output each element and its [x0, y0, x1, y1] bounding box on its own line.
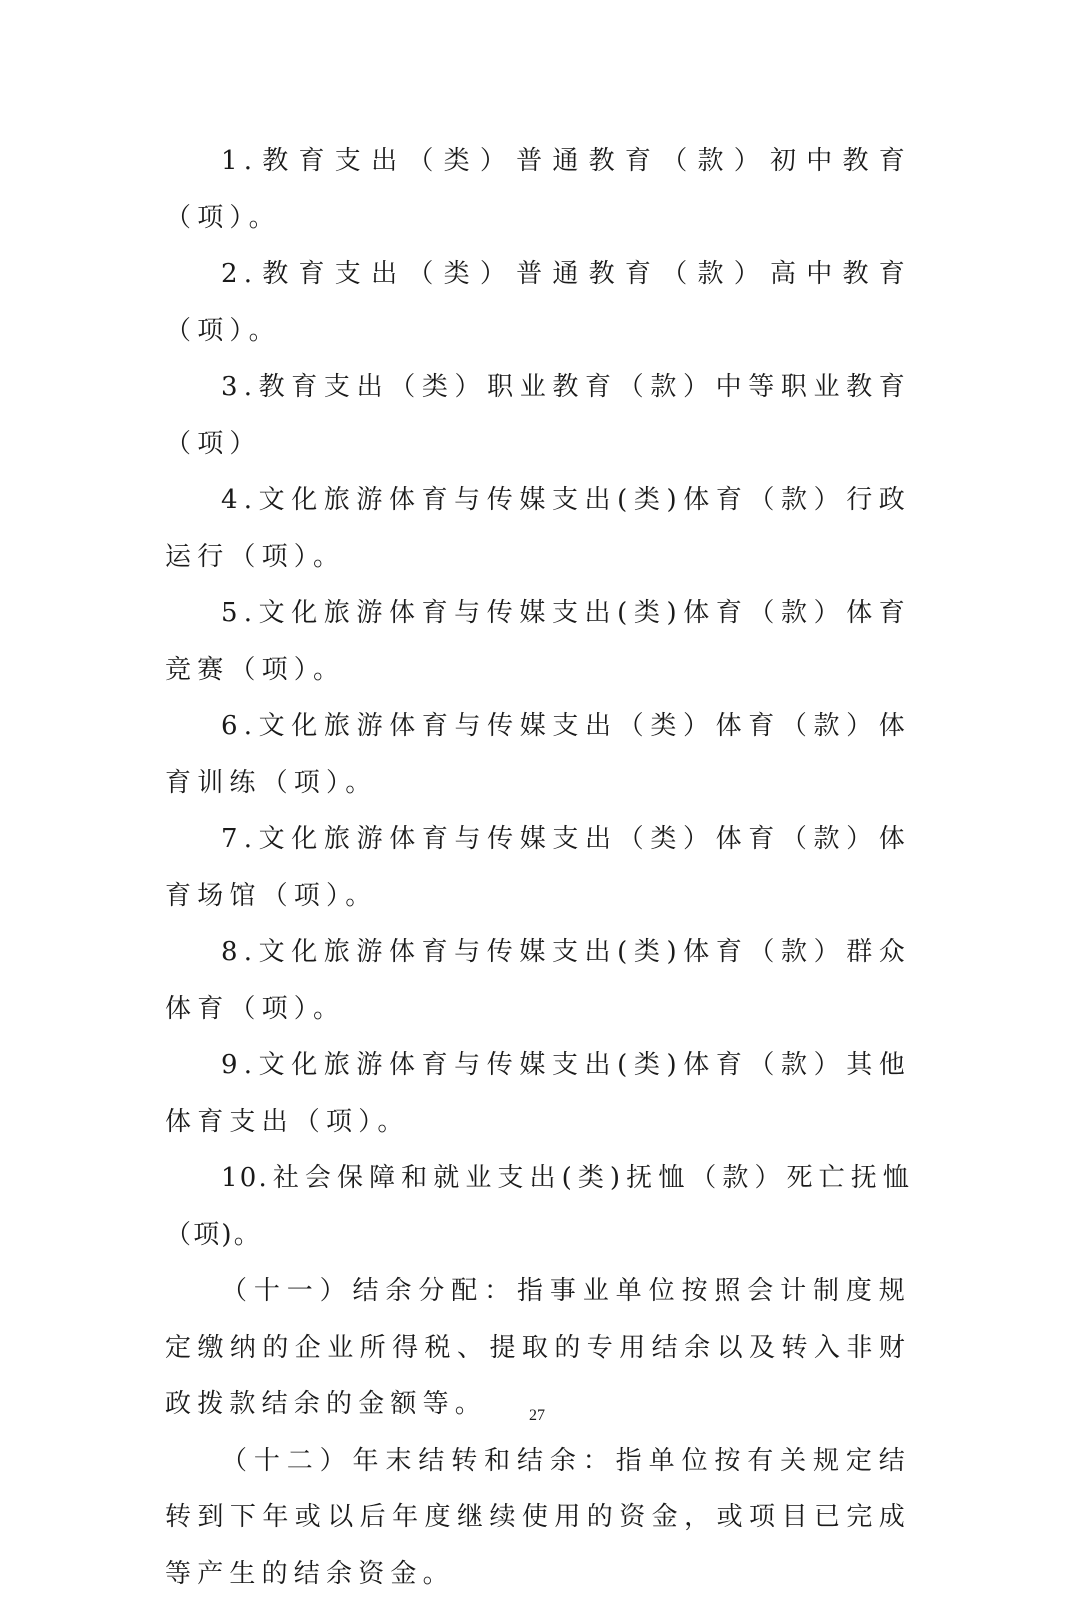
paragraph-item-7: 7.文化旅游体育与传媒支出（类）体育（款）体育场馆（项）。 — [165, 811, 911, 924]
page-number: 27 — [0, 1407, 1074, 1425]
paragraph-item-9: 9.文化旅游体育与传媒支出(类)体育（款）其他体育支出（项）。 — [165, 1037, 911, 1150]
paragraph-item-5: 5.文化旅游体育与传媒支出(类)体育（款）体育竞赛（项）。 — [165, 585, 911, 698]
paragraph-item-6: 6.文化旅游体育与传媒支出（类）体育（款）体育训练（项）。 — [165, 698, 911, 811]
document-body — [165, 133, 911, 1602]
paragraph-item-8: 8.文化旅游体育与传媒支出(类)体育（款）群众体育（项）。 — [165, 924, 911, 1037]
paragraph-item-1: 1.教育支出（类）普通教育（款）初中教育（项）。 — [165, 133, 911, 246]
paragraph-item-3: 3.教育支出（类）职业教育（款）中等职业教育（项） — [165, 359, 911, 472]
paragraph-item-10: 10.社会保障和就业支出(类)抚恤（款）死亡抚恤（项)。 — [165, 1150, 911, 1263]
paragraph-year-end-carryover: （十二）年末结转和结余：指单位按有关规定结转到下年或以后年度继续使用的资金，或项目已完成等产生的结余资金。 — [165, 1433, 911, 1602]
paragraph-item-4: 4.文化旅游体育与传媒支出(类)体育（款）行政运行（项）。 — [165, 472, 911, 585]
paragraph-item-2: 2.教育支出（类）普通教育（款）高中教育（项）。 — [165, 246, 911, 359]
paragraph-surplus-distribution: （十一）结余分配：指事业单位按照会计制度规定缴纳的企业所得税、提取的专用结余以及转入非财政拨款结余的金额等。 — [165, 1263, 911, 1433]
